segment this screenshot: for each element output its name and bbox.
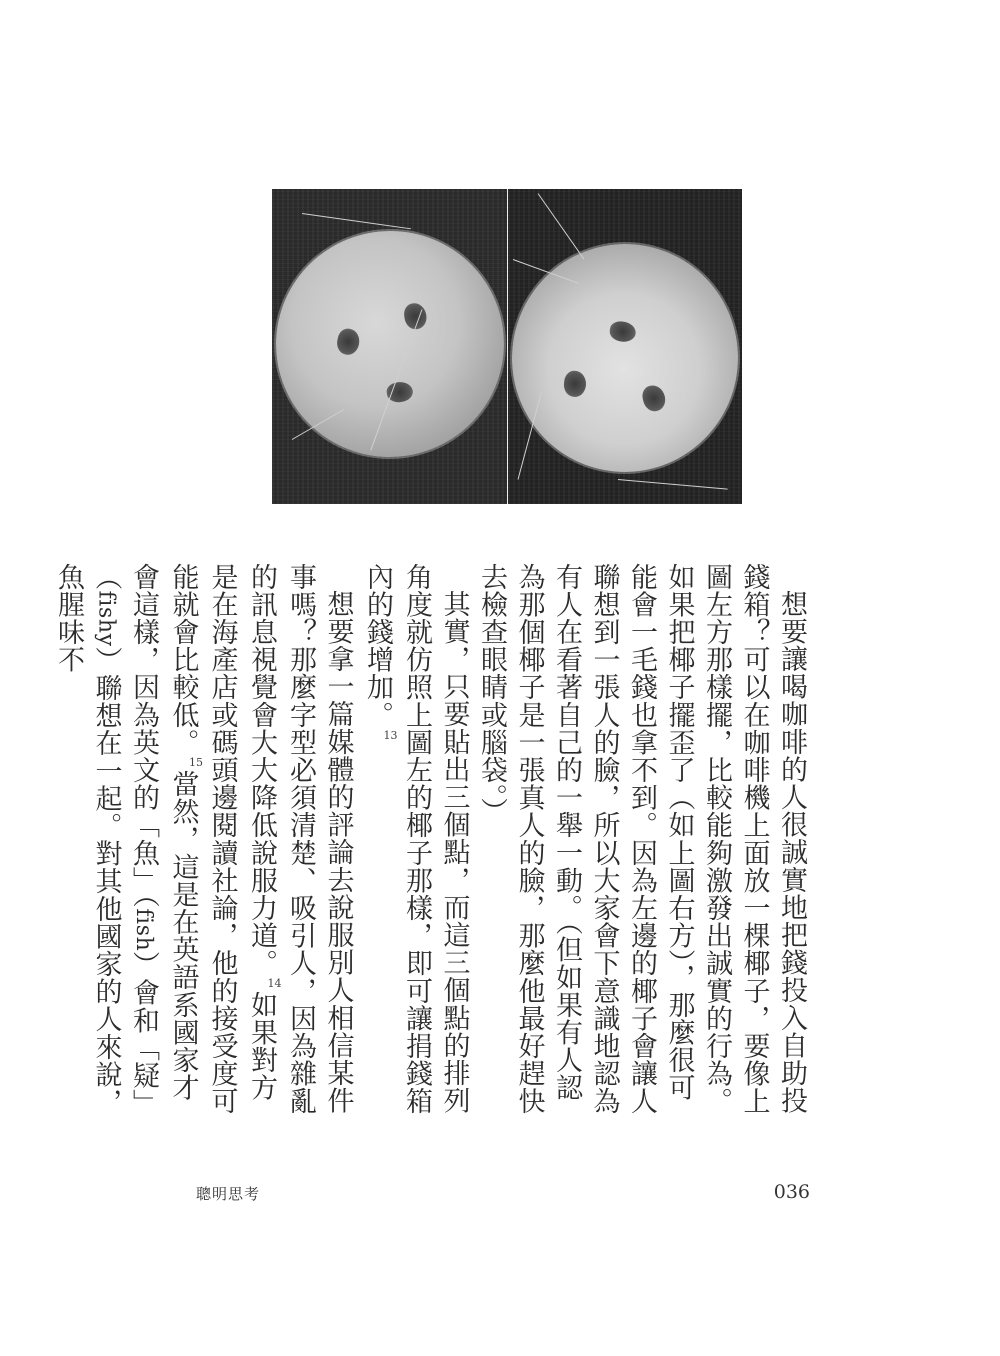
coconut-photo-right xyxy=(507,189,743,504)
paragraph-text: 如果對方是在海產店或碼頭邊閱讀社論，他的接受度可能就會比較低。 xyxy=(167,563,277,1115)
coconut-dot-bottom-left xyxy=(562,370,587,398)
paragraph-three-dots xyxy=(357,563,473,1123)
coconut-dot-top xyxy=(608,320,636,343)
paragraph-text: 其實，只要貼出三個點，而這三個點的排列角度就仿照上圖左的椰子那樣，即可讓捐錢箱內的錢增加。 xyxy=(362,563,470,1115)
paragraph-text: 想要讓喝咖啡的人很誠實地把錢投入自助投錢箱？可以在咖啡機上面放一棵椰子，要像上圖左方那樣擺，比較能夠激發出誠實的行為。如果把椰子擺歪了（如上圖右方），那麼很可能會一毛錢也拿不到。因為左邊的椰子會讓人聯想到一張人的臉，所以大家會下意識地認為有人在看著自己的一舉一動。（但如果有人認為那個椰子是一張真人的臉，那麼他最好趕快去檢查眼睛或腦袋。） xyxy=(476,563,807,1115)
paragraph-persuasion-font xyxy=(50,563,357,1123)
footnote-ref-13: 13 xyxy=(383,728,398,742)
coconut-eye-left xyxy=(335,327,362,357)
paragraph-text: 當然，這是在英語系國家才會這樣，因為英文的「魚」（ xyxy=(128,563,199,1102)
coconut-figure xyxy=(272,189,742,504)
paragraph-text: ）聯想在一起。對其他國家的人來說，魚腥味不 xyxy=(53,563,122,1116)
paragraph-text: 想要拿一篇媒體的評論去說服別人相信某件事嗎？那麼字型必須清楚、吸引人，因為雜亂的訊息視覺會大大降低說服力道。 xyxy=(246,563,354,1115)
footnote-ref-15: 15 xyxy=(189,756,203,770)
coconut-mouth xyxy=(386,380,415,403)
coconut-dot-bottom-right xyxy=(640,383,668,414)
english-word-fishy: fishy xyxy=(93,590,119,647)
paragraph-text: ）會和「疑」（ xyxy=(90,563,159,1117)
running-footer-book-title: 聰明思考 xyxy=(196,1185,261,1203)
page-number: 036 xyxy=(773,1181,810,1203)
paragraph-coconut-honesty xyxy=(473,563,811,1123)
english-word-fish: fish xyxy=(131,908,156,952)
vertical-body-text xyxy=(50,563,811,1123)
footnote-ref-14: 14 xyxy=(267,977,282,990)
coconut-photo-left xyxy=(272,189,507,504)
